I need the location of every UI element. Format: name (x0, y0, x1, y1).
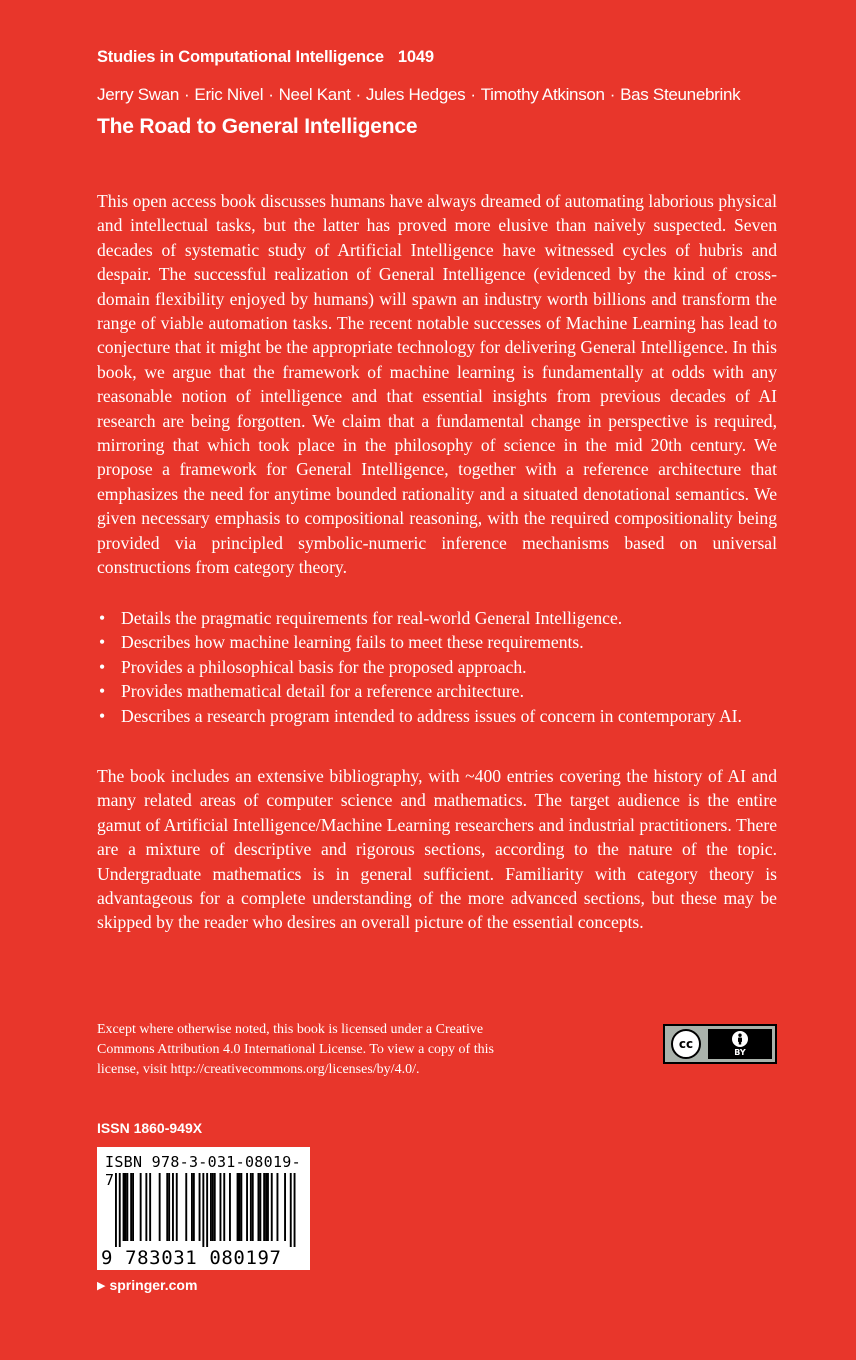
feature-item: • Provides mathematical detail for a reference architecture. (97, 679, 777, 703)
barcode-bar (258, 1173, 260, 1241)
barcode-bar (119, 1173, 121, 1247)
book-title: The Road to General Intelligence (97, 115, 418, 138)
barcode-bar (199, 1173, 201, 1241)
barcode-bar (168, 1173, 170, 1241)
barcode-bar (267, 1173, 269, 1241)
barcode (101, 1173, 306, 1247)
barcode-bar (210, 1173, 212, 1241)
barcode-bar (237, 1173, 239, 1241)
author-separator: · (470, 85, 476, 104)
barcode-bar (191, 1173, 193, 1241)
isbn: ISBN 978-3-031-08019-7 (105, 1153, 301, 1189)
barcode-bar (250, 1173, 252, 1241)
barcode-bar (214, 1173, 216, 1241)
barcode-bar (159, 1173, 161, 1241)
barcode-bar (223, 1173, 225, 1241)
barcode-bar (202, 1173, 204, 1247)
barcode-bar (277, 1173, 279, 1241)
barcode-bar (259, 1173, 261, 1241)
series-line (97, 48, 434, 67)
author: Bas Steunebrink (620, 85, 741, 104)
barcode-bar (140, 1173, 142, 1241)
cc-by-license-badge (663, 1024, 777, 1064)
author-separator: · (184, 85, 190, 104)
barcode-bar (126, 1173, 128, 1241)
author: Eric Nivel (194, 85, 264, 104)
issn: ISSN 1860-949X (97, 1120, 203, 1136)
author: Timothy Atkinson (480, 85, 605, 104)
barcode-bar (271, 1173, 273, 1241)
feature-list (97, 606, 777, 728)
barcode-bar (123, 1173, 125, 1241)
barcode-bar (294, 1173, 296, 1247)
barcode-bar (246, 1173, 248, 1241)
barcode-bar (176, 1173, 178, 1241)
feature-item: • Describes how machine learning fails to meet these requirements. (97, 630, 777, 654)
author-separator: · (355, 85, 361, 104)
barcode-bar (252, 1173, 254, 1241)
barcode-bar (212, 1173, 214, 1241)
feature-item: • Provides a philosophical basis for the proposed approach. (97, 655, 777, 679)
author: Neel Kant (278, 85, 351, 104)
series-name: Studies in Computational Intelligence (97, 48, 384, 66)
closing-paragraph: The book includes an extensive bibliography, with ~400 entries covering the history of AI and many related areas of computer science and mathematics. The target audience is the entire gamut of Artificial Intelligence/Machine Learning researchers and industrial practitioners. There are a mixture of descriptive and rigorous sections, according to the nature of the topic. Undergraduate mathematics is in general sufficient. Familiarity with category theory is advantageous for a complete understanding of the more advanced sections, but these may be skipped by the reader who desires an overall picture of the essential concepts. (97, 766, 777, 933)
author: Jerry Swan (97, 85, 180, 104)
author-list (97, 85, 740, 105)
barcode-box (97, 1147, 310, 1270)
barcode-bar (263, 1173, 265, 1241)
author: Jules Hedges (365, 85, 466, 104)
barcode-bar (290, 1173, 292, 1247)
publisher-link[interactable] (97, 1277, 197, 1293)
barcode-bar (185, 1173, 187, 1241)
barcode-bar (166, 1173, 168, 1241)
abstract-paragraph: This open access book discusses humans have always dreamed of automating laborious physical and intellectual tasks, but the latter has proved more elusive than naively suspected. Seven decades of systematic study of Artificial Intelligence have witnessed cycles of hubris and despair. The successful realization of General Intelligence (evidenced by the kind of cross-domain flexibility enjoyed by humans) will spawn an industry worth billions and transform the range of viable automation tasks. The recent notable successes of Machine Learning has lead to conjecture that it might be the appropriate technology for delivering General Intelligence. In this book, we argue that the framework of machine learning is fundamentally at odds with any reasonable notion of intelligence and that essential insights from previous decades of AI research are being forgotten. We claim that a fundamental change in perspective is required, mirroring that which took place in the philosophy of science in the mid 20th century. We propose a framework for General Intelligence, together with a reference architecture that emphasizes the need for anytime bounded rationality and a situated denotational semantics. We given necessary emphasis to compositional reasoning, with the required compositionality being provided via principled symbolic-numeric inference mechanisms based on universal constructions from category theory. (97, 191, 777, 578)
barcode-bar (172, 1173, 174, 1241)
barcode-bar (115, 1173, 117, 1247)
barcode-bar (229, 1173, 231, 1241)
by-label: BY (734, 1048, 746, 1057)
cc-icon (671, 1029, 701, 1059)
series-volume: 1049 (397, 48, 434, 66)
barcode-bar (239, 1173, 241, 1241)
arrow-right-icon: ▶ (97, 1279, 106, 1292)
feature-item: • Describes a research program intended to address issues of concern in contemporary AI. (97, 704, 777, 728)
barcode-bar (132, 1173, 134, 1241)
license-notice: Except where otherwise noted, this book is licensed under a Creative Commons Attribution 4.0 International License. To view a copy of this license, visit http://creativecommons.org/licenses/by/4.0/. (97, 1022, 494, 1077)
barcode-digits: 9 783031 080197 (101, 1247, 282, 1269)
barcode-bar (265, 1173, 267, 1241)
author-separator: · (268, 85, 274, 104)
attribution-block (708, 1029, 772, 1059)
publisher-url: springer.com (109, 1277, 198, 1293)
barcode-bar (284, 1173, 286, 1241)
author-separator: · (609, 85, 616, 104)
person-icon (732, 1031, 748, 1047)
barcode-bar (145, 1173, 147, 1241)
barcode-bar (206, 1173, 208, 1247)
barcode-bar (220, 1173, 222, 1241)
feature-item: • Details the pragmatic requirements for real-world General Intelligence. (97, 606, 777, 630)
barcode-bar (240, 1173, 242, 1241)
barcode-bar (149, 1173, 151, 1241)
barcode-bar (125, 1173, 127, 1241)
cc-label: cc (678, 1037, 694, 1051)
barcode-bar (193, 1173, 195, 1241)
barcode-bar (130, 1173, 132, 1241)
